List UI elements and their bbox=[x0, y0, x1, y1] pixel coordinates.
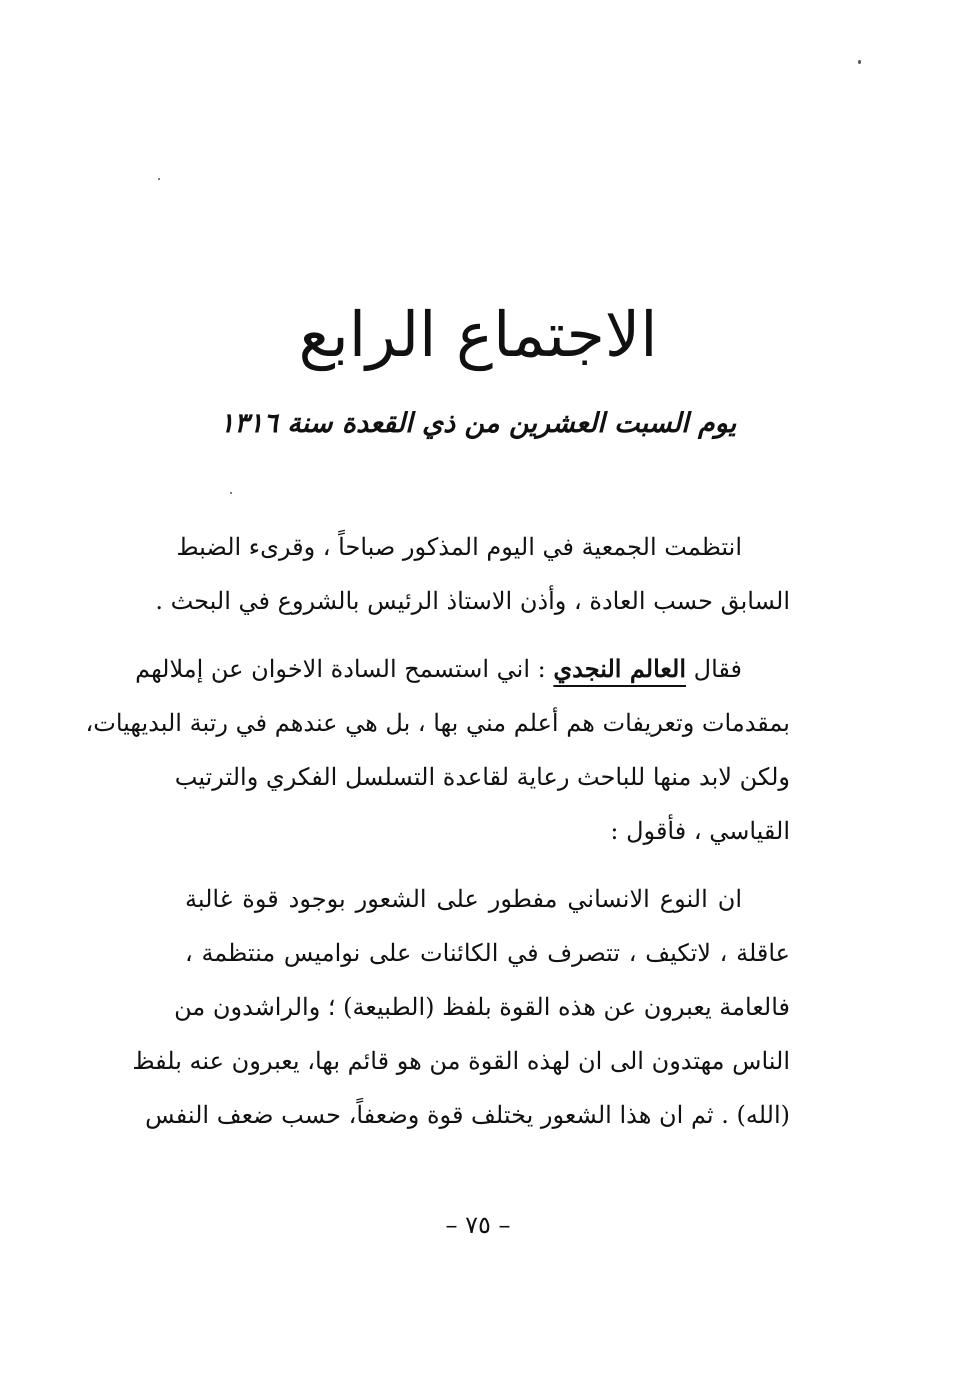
paragraph-gap bbox=[185, 628, 790, 642]
paragraph-1-line-2: السابق حسب العادة ، وأذن الاستاذ الرئيس بالشروع في البحث . bbox=[155, 587, 790, 615]
page-number: – ٧٥ – bbox=[445, 1211, 511, 1239]
scan-speck bbox=[230, 492, 232, 494]
body-text bbox=[85, 520, 790, 1142]
speech-prefix: فقال bbox=[693, 655, 742, 683]
scan-speck bbox=[158, 178, 160, 180]
paragraph-2-line-1 bbox=[135, 642, 790, 696]
speech-opening: : اني استسمح السادة الاخوان عن إملالهم bbox=[135, 655, 546, 683]
paragraph-3-line-5: (الله) . ثم ان هذا الشعور يختلف قوة وضعفاً، حسب ضعف النفس bbox=[145, 1101, 790, 1129]
paragraph-3-line-2: عاقلة ، لاتكيف ، تتصرف في الكائنات على نواميس منتظمة ، bbox=[185, 939, 790, 967]
paragraph-1-line-1: انتظمت الجمعية في اليوم المذكور صباحاً ، وقرىء الضبط bbox=[176, 533, 742, 561]
paragraph-2-line-2: بمقدمات وتعريفات هم أعلم مني بها ، بل هي عندهم في رتبة البديهيات، bbox=[85, 709, 790, 737]
paragraph-2-line-4: القياسي ، فأقول : bbox=[610, 817, 790, 845]
paragraph-3-line-1: ان النوع الانساني مفطور على الشعور بوجود قوة غالبة bbox=[185, 885, 742, 913]
chapter-title: الاجتماع الرابع bbox=[298, 298, 658, 371]
paragraph-3-line-4: الناس مهتدون الى ان لهذه القوة من هو قائم بها، يعبرون عنه بلفظ bbox=[132, 1047, 790, 1075]
speaker-name: العالم النجدي bbox=[553, 654, 686, 683]
paragraph-2-line-3: ولكن لابد منها للباحث رعاية لقاعدة التسلسل الفكري والترتيب bbox=[174, 763, 790, 791]
scan-speck bbox=[858, 60, 861, 64]
paragraph-gap bbox=[185, 858, 790, 872]
chapter-date-subtitle: يوم السبت العشرين من ذي القعدة سنة ١٣١٦ bbox=[219, 408, 737, 439]
paragraph-3-line-3: فالعامة يعبرون عن هذه القوة بلفظ (الطبيعة) ؛ والراشدون من bbox=[174, 993, 790, 1021]
